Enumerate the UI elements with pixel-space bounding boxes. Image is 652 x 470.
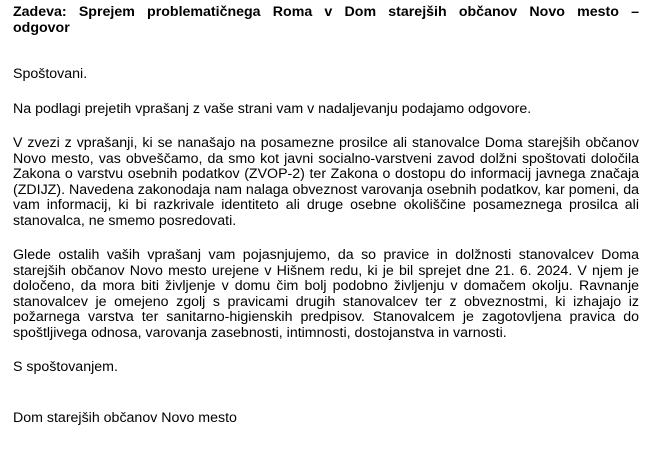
subject-line-1: Zadeva: Sprejem problematičnega Roma v Dom starejših občanov Novo mesto – (13, 4, 639, 20)
letter-closing: S spoštovanjem. (13, 359, 118, 375)
letter-page (13, 4, 639, 426)
letter-paragraph-1: V zvezi z vprašanji, ki se nanašajo na posamezne prosilce ali stanovalce Doma starejših občanov Novo mesto, vas obveščamo, da smo kot javni socialno-varstveni zavod dolžni spoštovati določila Zakona o varstvu osebnih podatkov (ZVOP-2) ter Zakona o dostopu do informacij javnega značaja (ZDIJZ). Navedena zakonodaja nam nalaga obveznost varovanja osebnih podatkov, kar pomeni, da vam informacij, ki bi razkrivale identiteto ali druge osebne okoliščine posameznega prosilca ali stanovalca, ne smemo posredovati. (13, 135, 639, 229)
letter-intro: Na podlagi prejetih vprašanj z vaše strani vam v nadaljevanju podajamo odgovore. (13, 100, 532, 117)
letter-salutation: Spoštovani. (13, 66, 88, 82)
letter-subject (13, 4, 639, 36)
letter-signature: Dom starejših občanov Novo mesto (13, 409, 237, 426)
subject-line-2: odgovor (13, 20, 70, 36)
letter-paragraph-2: Glede ostalih vaših vprašanj vam pojasnjujemo, da so pravice in dolžnosti stanovalcev Doma starejših občanov Novo mesto urejene v Hišnem redu, ki je bil sprejet dne 21. 6. 2024. V njem je določeno, da mora biti življenje v domu čim bolj podobno življenju v domačem okolju. Ravnanje stanovalcev je omejeno zgolj s pravicami drugih stanovalcev ter z obveznostmi, ki izhajajo iz požarnega varstva ter sanitarno-higienskih predpisov. Stanovalcem je zagotovljena pravica do spoštljivega odnosa, varovanja zasebnosti, intimnosti, dostojanstva in varnosti. (13, 247, 639, 341)
